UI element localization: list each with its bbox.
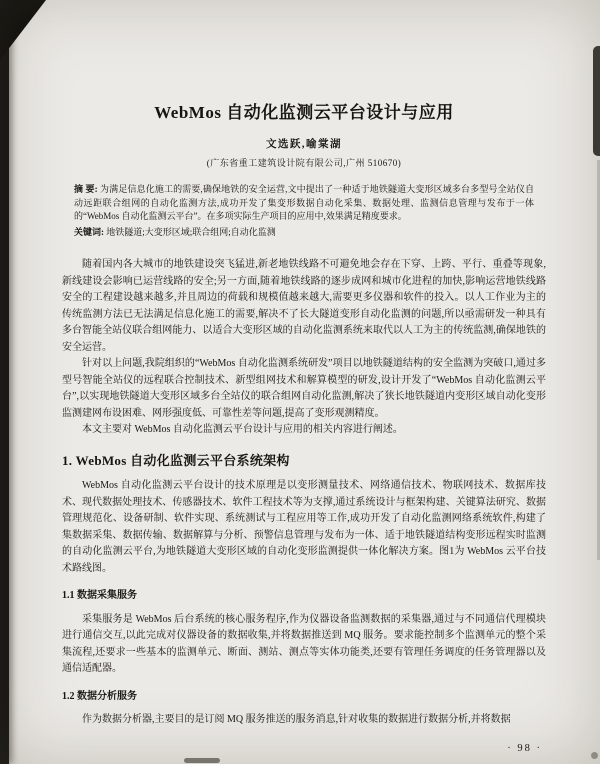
section-1-1-heading: 1.1 数据采集服务 <box>62 590 137 601</box>
intro-paragraph-1: 随着国内各大城市的地铁建设突飞猛进,新老地铁线路不可避免地会存在下穿、上跨、平行、重叠等现象,新线建设会影响已运营线路的安全;另一方面,随着地铁线路的逐步成网和城市化进程的加快,影响运营地铁线路安全的工程建设越来越多,并且周边的荷载和规模值越来越大,需要更多仪器和软件的投入。以人工作业为主的传统监测方法已无法满足信息化施工的需要,解决不了长大隧道变形自动化监测的问题,所以亟需研发一种具有多台智能全站仪联合组网能力、以适合大变形区域的自动化监测系统来取代以人工为主的传统监测,确保地铁的安全运营。 <box>62 259 546 353</box>
document-content <box>62 0 546 729</box>
scan-artifact-corner-speck <box>591 752 598 759</box>
keywords-label: 关键词: <box>74 226 104 237</box>
section-1-2-heading: 1.2 数据分析服务 <box>62 690 137 702</box>
abstract-label: 摘 要: <box>74 184 98 194</box>
abstract-text: 为满足信息化施工的需要,确保地铁的安全运营,文中提出了一种适于地铁隧道大变形区域多台多型号全站仪自动远距联合组网的自动化监测方法,成功开发了集变形数据自动化采集、数据处理、监测信息管理与发布于一体的“WebMos 自动化监测云平台”。在多项实际生产项目的应用中,效果满足精度要求。 <box>74 184 534 221</box>
affiliation-line: (广东省重工建筑设计院有限公司,广州 510670) <box>206 158 402 168</box>
section-1-paragraph: WebMos 自动化监测云平台设计的技术原理是以变形测量技术、网络通信技术、物联网技术、数据库技术、现代数据处理技术、传感器技术、软件工程技术等为支撑,通过系统设计与框架构建、关键算法研究、数据管理规范化、设备研制、软件实现、系统测试与工程应用等工作,成功开发了自动化监测网络系统软件,构建了集数据采集、数据传输、数据解算与分析、预警信息管理与发布为一体、适于地铁隧道结构变形远程实时监测的自动化监测云平台,为地铁隧道大变形区域的自动化变形监测提供一体化解决方案。图1为 WebMos 云平台技术路线图。 <box>62 480 546 574</box>
paper-title: WebMos 自动化监测云平台设计与应用 <box>154 103 454 122</box>
keywords-text: 地铁隧道;大变形区域;联合组网;自动化监测 <box>106 226 276 237</box>
abstract-block <box>62 183 546 224</box>
body-text <box>62 257 546 729</box>
intro-paragraph-3: 本文主要对 WebMos 自动化监测云平台设计与应用的相关内容进行阐述。 <box>82 424 403 435</box>
authors-line: 文选跃,喻棠湖 <box>265 139 343 150</box>
scan-artifact-left-edge <box>0 0 9 764</box>
scan-artifact-bottom-speck <box>184 758 220 763</box>
page-number: · 98 · <box>507 743 542 754</box>
scan-artifact-right-edge <box>593 46 600 156</box>
intro-paragraph-2: 针对以上问题,我院组织的“WebMos 自动化监测系统研发”项目以地铁隧道结构的安全监测为突破口,通过多型号智能全站仪的远程联合控制技术、新型组网技术和解算模型的研发,设计开发了“WebMos 自动化监测云平台”,以实现地铁隧道大变形区域多台全站仪的联合组网自动化监测,解决了狭长地铁隧道内变形区域自动化变形监测建网布设困难、网形强度低、可靠性差等问题,提高了变形观测精度。 <box>62 358 546 419</box>
keywords-block <box>62 226 546 240</box>
section-1-heading: 1. WebMos 自动化监测云平台系统架构 <box>62 452 290 468</box>
section-1-2-paragraph: 作为数据分析器,主要目的是订阅 MQ 服务推送的服务消息,针对收集的数据进行数据分析,并将数据 <box>82 714 511 725</box>
section-1-1-paragraph: 采集服务是 WebMos 后台系统的核心服务程序,作为仪器设备监测数据的采集器,通过与不同通信代理模块进行通信交互,以此完成对仪器设备的数据收集,并将数据推送到 MQ 服务。要求能控制多个监测单元的整个采集流程,还要求一些基本的监测单元、断面、测站、测点等实体功能类,还要有管理任务调度的任务管理器以及通信适配器。 <box>62 613 546 674</box>
scan-artifact-top-left-corner <box>0 0 46 60</box>
